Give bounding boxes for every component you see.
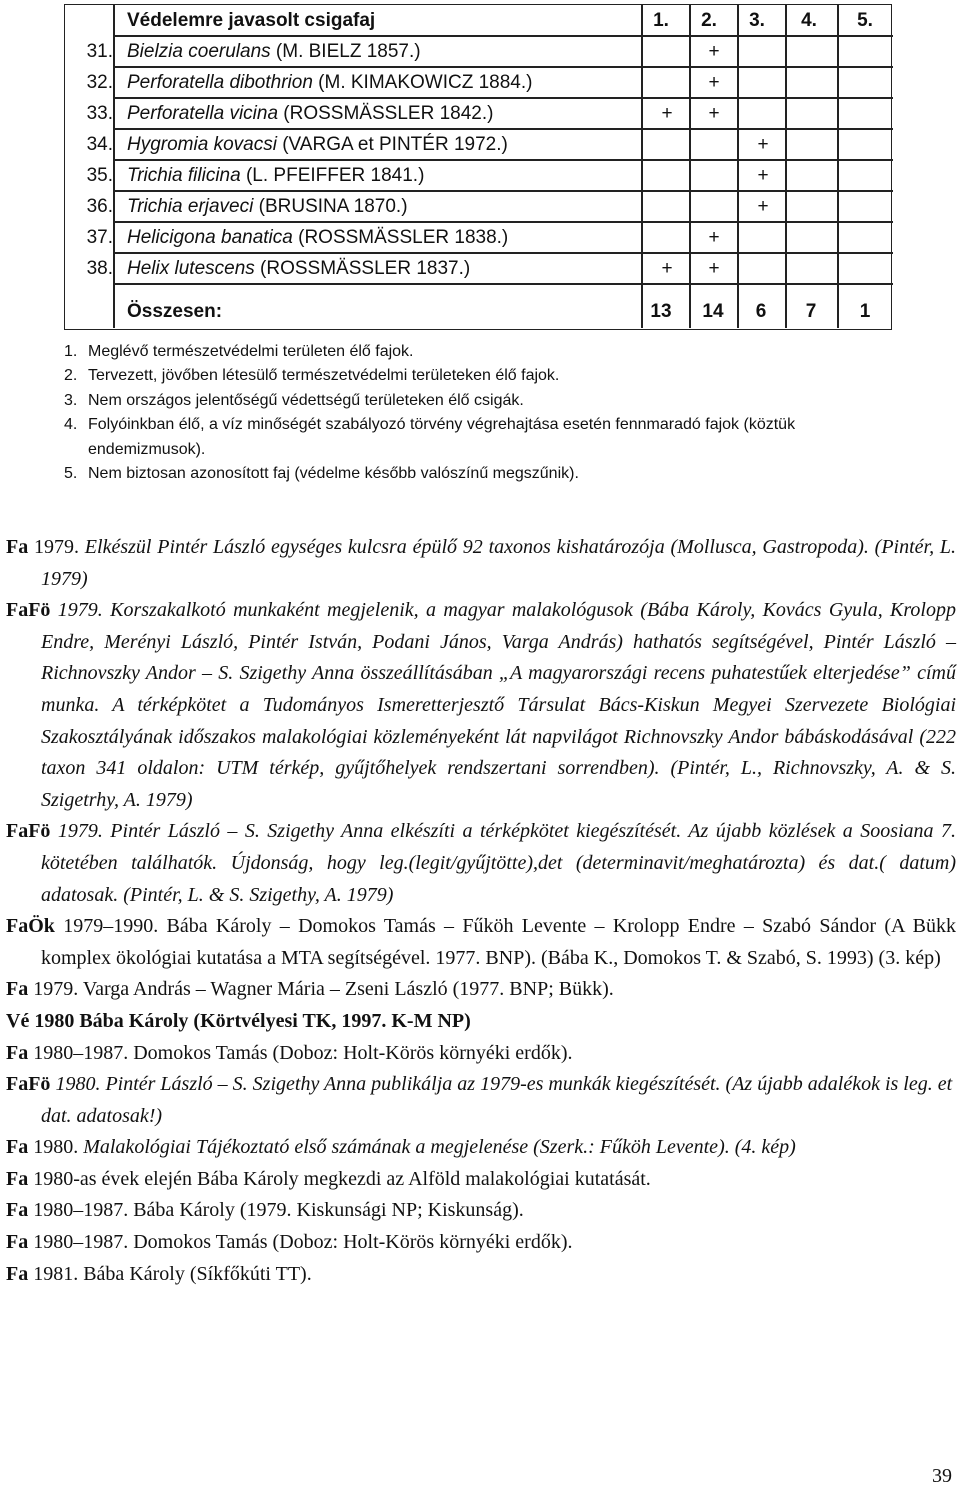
chronology-entry [6,911,956,974]
entry-year: 1979. [50,820,103,843]
row-number: 31. [86,41,113,62]
species-author: (L. PFEIFFER 1841.) [240,165,425,186]
table-header-row [65,5,891,36]
entry-code: FaFö [6,820,51,843]
entry-code: FaFö [6,1073,51,1096]
mark-col-2: + [708,227,720,248]
chronology-entry [6,1259,956,1291]
entry-year: 1980. [28,1136,79,1159]
mark-col-1 [647,191,687,222]
mark-col-4 [789,222,829,253]
footnote [64,364,904,388]
column-header-5: 5. [857,10,873,31]
entry-year: 1979. [28,536,80,558]
species-name [127,98,493,129]
entry-year: 1980–1987. [28,1199,129,1222]
species-author: (ROSSMÄSSLER 1842.) [278,103,494,124]
footnote-text: Folyóinkban élő, a víz minőségét szabályozó törvény végrehajtása esetén fennmaradó fajok (köztük endemizmusok). [88,416,796,458]
mark-col-1 [647,160,687,191]
footnote [64,340,904,364]
species-author: (ROSSMÄSSLER 1837.) [254,258,471,279]
mark-col-3 [743,253,783,284]
entry-year: 1980 [29,1009,75,1032]
entry-code: Fa [6,1041,29,1064]
mark-col-3: + [757,196,769,217]
table-row [65,253,891,284]
mark-col-1: + [661,258,673,279]
table-row [65,36,891,67]
entry-text: Pintér László – S. Szigethy Anna elkészíti a térképkötet kiegészítését. Az újabb közlések a Soosiana 7. kötetében találhatók. Újdonság, hogy leg.(legit/gyűjtötte),det (determinavit/meghatározta) és dat.( datum) adatosak. (Pintér, L. & S. Szigethy, A. 1979) [41,820,956,906]
table-row [65,67,891,98]
chronology-entry [6,1132,956,1164]
footnote-number: 2. [64,367,78,385]
footnote-number: 3. [64,391,78,409]
mark-col-3 [743,36,783,67]
total-col-1: 13 [650,301,672,322]
mark-col-2 [694,160,734,191]
table-row [65,191,891,222]
chronology-entry [6,1006,956,1038]
mark-col-2 [694,191,734,222]
entry-year: 1980-as évek elején [28,1167,193,1190]
entry-code: Vé [6,1009,30,1032]
footnote [64,413,904,462]
row-number: 34. [86,134,113,155]
mark-col-1 [641,36,681,67]
chronology-entry [6,1069,956,1132]
footnote-number: 5. [64,465,78,483]
mark-col-5 [845,253,885,284]
species-name [127,160,424,191]
entry-text: Elkészül Pintér László egységes kulcsra épülő 92 taxonos kishatározója (Mollusca, Gastropoda). (Pintér, L. 1979) [41,536,957,590]
mark-col-3 [743,222,783,253]
species-latin-name: Perforatella dibothrion [127,72,313,93]
species-latin-name: Perforatella vicina [127,103,279,124]
mark-col-3: + [757,165,769,186]
species-author: (M. KIMAKOWICZ 1884.) [312,72,533,93]
column-header-2: 2. [701,10,717,31]
chronology-list [6,532,956,1290]
entry-text: Bába Károly megkezdi az Alföld malakológiai kutatását. [192,1167,651,1190]
species-name [127,129,508,160]
table-row [65,160,891,191]
species-latin-name: Helix lutescens [127,258,255,279]
table-footnotes [64,340,904,486]
column-header-species: Védelemre javasolt csigafaj [127,10,376,31]
entry-code: Fa [6,536,29,558]
mark-col-4 [789,160,829,191]
row-number: 36. [86,196,113,217]
column-header-3: 3. [749,10,765,31]
table-row [65,98,891,129]
entry-year: 1979–1990. [54,915,159,938]
mark-col-4 [789,129,829,160]
species-latin-name: Trichia erjaveci [127,196,254,217]
row-number: 37. [86,227,113,248]
row-number: 32. [86,72,113,93]
total-col-2: 14 [702,301,724,322]
table-total-row [65,296,891,327]
footnote-text: Nem biztosan azonosított faj (védelme később valószínű megszűnik). [88,465,579,483]
total-col-5: 1 [859,301,871,322]
species-name [127,191,408,222]
entry-code: Fa [6,1167,29,1190]
species-latin-name: Helicigona banatica [127,227,293,248]
entry-text: Domokos Tamás (Doboz: Holt-Körös környéki erdők). [128,1231,573,1254]
footnote-text: Tervezett, jövőben létesülő természetvédelmi területeken élő fajok. [88,367,560,385]
entry-text: Korszakalkotó munkaként megjelenik, a magyar malakológusok (Bába Károly, Kovács Gyula, Krolopp Endre, Merényi László, Pintér István, Podani János, Varga András) hathatós segítségével, Pintér László – Richnovszky Andor – S. Szigethy Anna összeállításában „A magyarországi recens puhatestűek elterjedése” című munka. A térképkötet a Tudományos Ismeretterjesztő Társulat Bács-Kiskun Megyei Szervezete Biológiai Szakosztályának időszakos malakológiai közleményeként lát napvilágot Richnovszky Andor bábáskodásával (222 taxon 341 oldalon: UTM térkép, gyűjtőhelyek rendszertani sorrendben). (Pintér, L., Richnovszky, A. & S. Szigetrhy, A. 1979) [41,599,956,811]
mark-col-5 [845,129,885,160]
chronology-entry [6,1195,956,1227]
row-number: 35. [86,165,113,186]
entry-code: Fa [6,978,29,1001]
total-label: Összesen: [127,301,223,322]
species-author: (BRUSINA 1870.) [253,196,408,217]
mark-col-2: + [708,258,720,279]
chronology-entry [6,1164,956,1196]
mark-col-5 [845,160,885,191]
chronology-entry [6,816,956,911]
mark-col-3 [743,67,783,98]
entry-code: Fa [6,1262,29,1285]
entry-code: Fa [6,1231,29,1254]
entry-text: Bába Károly – Domokos Tamás – Fűköh Levente – Krolopp Endre – Szabó Sándor (A Bükk komplex ökológiai kutatása a MTA segítségével. 1977. BNP). (Bába K., Domokos T. & Szabó, S. 1993) (3. kép) [41,915,956,969]
entry-code: FaÖk [6,915,55,938]
mark-col-1: + [661,103,673,124]
species-table [64,4,892,330]
column-header-1: 1. [653,10,669,31]
chronology-entry [6,532,956,595]
table-row [65,129,891,160]
entry-code: Fa [6,1136,29,1159]
mark-col-5 [845,67,885,98]
mark-col-2 [694,129,734,160]
mark-col-5 [845,36,885,67]
entry-year: 1979. [28,978,79,1001]
chronology-entry [6,1038,956,1070]
mark-col-5 [845,191,885,222]
entry-text: Bába Károly (Körtvélyesi TK, 1997. K-M NP) [74,1009,471,1032]
mark-col-2: + [708,103,720,124]
mark-col-1 [647,222,687,253]
mark-col-4 [789,253,829,284]
row-number: 38. [86,258,113,279]
mark-col-1 [647,129,687,160]
entry-year: 1979. [50,599,103,622]
entry-year: 1980. [50,1073,101,1096]
mark-col-1 [641,67,681,98]
page-number: 39 [932,1465,952,1487]
entry-code: Fa [6,1199,29,1222]
species-latin-name: Hygromia kovacsi [127,134,277,155]
species-name [127,222,508,253]
entry-year: 1980–1987. [28,1041,129,1064]
mark-col-2: + [708,41,720,62]
footnote-number: 1. [64,343,78,360]
row-number: 33. [86,103,113,124]
entry-year: 1981. [28,1262,79,1285]
entry-year: 1980–1987. [28,1231,129,1254]
entry-text: Malakológiai Tájékoztató első számának a megjelenése (Szerk.: Fűköh Levente). (4. kép) [78,1136,796,1159]
species-name [127,67,532,98]
mark-col-4 [789,191,829,222]
species-name [127,253,470,284]
mark-col-3 [743,98,783,129]
entry-text: Pintér László – S. Szigethy Anna publikálja az 1979-es munkák kiegészítését. (Az újabb adalékok is leg. et dat. adatosak!) [41,1073,953,1127]
species-author: (VARGA et PINTÉR 1972.) [276,134,508,155]
mark-col-3: + [757,134,769,155]
entry-text: Bába Károly (1979. Kiskunsági NP; Kiskunság). [128,1199,524,1222]
footnote [64,389,904,413]
footnote-number: 4. [64,416,78,434]
entry-text: Domokos Tamás (Doboz: Holt-Körös környéki erdők). [128,1041,573,1064]
total-col-4: 7 [805,301,817,322]
species-latin-name: Bielzia coerulans [127,41,271,62]
mark-col-4 [789,98,829,129]
mark-col-5 [845,222,885,253]
entry-text: Varga András – Wagner Mária – Zseni László (1977. BNP; Bükk). [78,978,614,1001]
mark-col-5 [845,98,885,129]
mark-col-4 [789,67,829,98]
chronology-entry [6,974,956,1006]
column-header-4: 4. [801,10,817,31]
species-author: (M. BIELZ 1857.) [270,41,421,62]
footnote [64,462,904,486]
species-latin-name: Trichia filicina [127,165,241,186]
table-row [65,222,891,253]
entry-code: FaFö [6,599,51,622]
mark-col-4 [789,36,829,67]
chronology-entry [6,595,956,816]
mark-col-2: + [708,72,720,93]
footnote-text: Meglévő természetvédelmi területen élő fajok. [88,343,414,360]
total-col-3: 6 [755,301,767,322]
species-name [127,36,421,67]
footnote-text: Nem országos jelentőségű védettségű területeken élő csigák. [88,391,524,409]
species-author: (ROSSMÄSSLER 1838.) [292,227,509,248]
chronology-entry [6,1227,956,1259]
entry-text: Bába Károly (Síkfőkúti TT). [78,1262,312,1285]
